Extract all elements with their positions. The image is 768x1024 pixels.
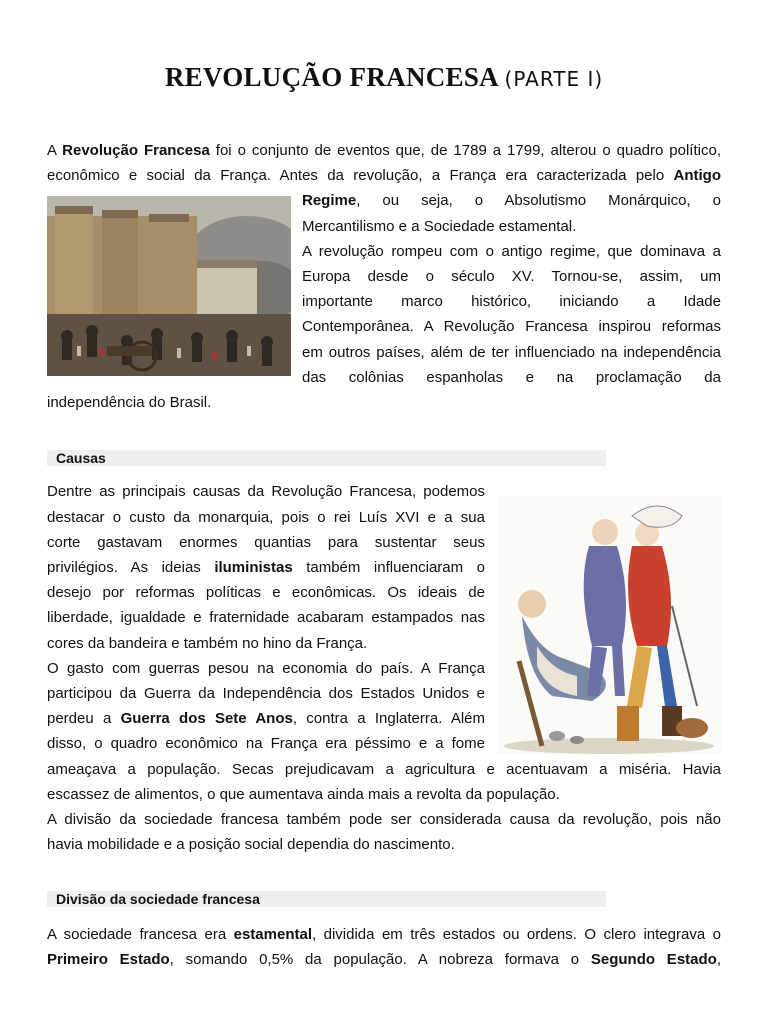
causas-line: Dentre as principais causas da Revolução Francesa, podemos xyxy=(47,483,485,501)
intro-line: em outros países, além de ter influenciado na independência xyxy=(302,343,721,361)
intro-paragraph-bottom xyxy=(47,390,721,415)
causas-line: participou da Guerra da Independência dos Estados Unidos e xyxy=(47,684,485,702)
title-part: (PARTE I) xyxy=(504,67,604,91)
divisao-line: Primeiro Estado, somando 0,5% da população. A nobreza formava o Segundo Estado, xyxy=(47,951,721,969)
causas-line: destacar o custo da monarquia, pois o rei Luís XVI e a sua xyxy=(47,508,485,526)
intro-line: A revolução rompeu com o antigo regime, que dominava a xyxy=(302,242,721,260)
intro-paragraph-top xyxy=(47,138,721,188)
intro-line: econômico e social da França. Antes da revolução, a França era caracterizada pelo Antigo xyxy=(47,167,721,185)
causas-line: O gasto com guerras pesou na economia do país. A França xyxy=(47,659,485,677)
intro-line: Regime, ou seja, o Absolutismo Monárquico, o xyxy=(302,192,721,210)
section-heading-divisao: Divisão da sociedade francesa xyxy=(47,891,606,907)
page-title xyxy=(0,62,768,93)
intro-paragraph-side xyxy=(302,188,721,390)
intro-line: Europa desde o século XV. Tornou-se, assim, um xyxy=(302,267,721,285)
intro-line: importante marco histórico, iniciando a Idade xyxy=(302,293,721,311)
intro-line: Mercantilismo e a Sociedade estamental. xyxy=(302,217,577,235)
causas-line: liberdade, igualdade e fraternidade acabaram estampados nas xyxy=(47,609,485,627)
intro-line: das colônias espanholas e na proclamação da xyxy=(302,368,721,386)
causas-line: havia mobilidade e a posição social dependia do nascimento. xyxy=(47,836,455,854)
causas-paragraph-narrow xyxy=(47,479,485,756)
causas-line: desejo por reformas políticas e econômicas. Os ideais de xyxy=(47,584,485,602)
causas-line: privilégios. As ideias iluministas também influenciaram o xyxy=(47,558,485,576)
causas-line: ameaçava a população. Secas prejudicavam a agricultura e acentuavam a miséria. Havia xyxy=(47,760,721,778)
storming-of-bastille-image xyxy=(47,196,291,376)
section-heading-causas: Causas xyxy=(47,450,606,466)
divisao-paragraph xyxy=(47,922,721,972)
causas-paragraph-wide xyxy=(47,757,721,858)
divisao-line: A sociedade francesa era estamental, dividida em três estados ou ordens. O clero integrava o xyxy=(47,926,721,943)
caricature-three-estates-image xyxy=(497,496,721,754)
intro-line: Contemporânea. A Revolução Francesa inspirou reformas xyxy=(302,318,721,336)
intro-line: A Revolução Francesa foi o conjunto de eventos que, de 1789 a 1799, alterou o quadro político, xyxy=(47,142,721,159)
causas-line: A divisão da sociedade francesa também pode ser considerada causa da revolução, pois não xyxy=(47,810,721,828)
title-main: REVOLUÇÃO FRANCESA xyxy=(164,62,498,92)
causas-line: cores da bandeira e também no hino da França. xyxy=(47,634,368,652)
causas-line: escassez de alimentos, o que aumentava ainda mais a revolta da população. xyxy=(47,785,560,803)
causas-line: perdeu a Guerra dos Sete Anos, contra a Inglaterra. Além xyxy=(47,710,485,728)
intro-line: independência do Brasil. xyxy=(47,394,212,411)
causas-line: corte gastavam enormes quantias para sustentar seus xyxy=(47,533,485,551)
causas-line: disso, o quadro econômico na França era péssimo e a fome xyxy=(47,735,485,753)
